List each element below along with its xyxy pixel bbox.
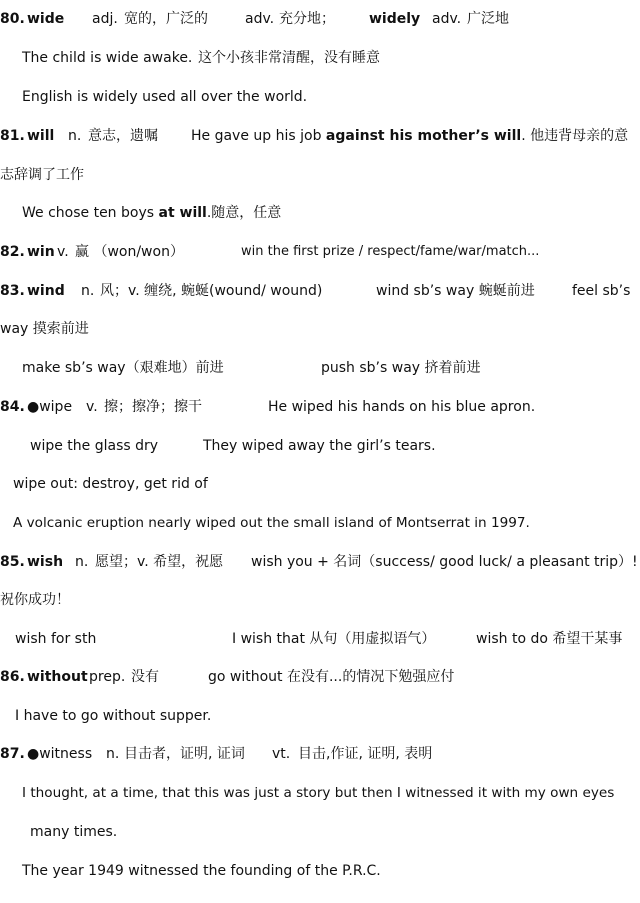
emphasized-phrase: against his mother’s will	[325, 128, 522, 144]
definition: 擦；擦净；擦干	[104, 399, 202, 415]
emphasized-phrase: at will	[158, 205, 207, 221]
translation: 这个小孩非常清醒，没有睡意	[198, 50, 380, 66]
phrase: feel sb’s	[572, 283, 631, 299]
related-word: widely	[369, 11, 421, 27]
sentence-pattern: wish you + 名词（success/ good luck/ a pleasant trip）!	[251, 554, 638, 570]
definition: 宽的，广泛的	[124, 11, 208, 27]
phrase: wind sb’s way 蜿蜒前进	[376, 283, 535, 299]
part-of-speech: adv.	[245, 11, 275, 27]
part-of-speech: n.	[81, 283, 95, 299]
headword: win	[27, 244, 55, 260]
part-of-speech: adj.	[92, 11, 118, 27]
definition: 赢 （won/won）	[75, 244, 184, 260]
definition: 没有	[131, 669, 159, 685]
part-of-speech: v.	[86, 399, 98, 415]
example-sentence: English is widely used all over the world.	[22, 89, 308, 105]
part-of-speech: prep.	[89, 669, 126, 685]
headword: will	[27, 128, 55, 144]
example-sentence: We chose ten boys at will.随意，任意	[22, 205, 282, 221]
headword: wind	[27, 283, 65, 299]
example-sentence: A volcanic eruption nearly wiped out the small island of Montserrat in 1997.	[13, 515, 530, 531]
phrase: wipe out: destroy, get rid of	[13, 476, 208, 492]
example-sentence: I thought, at a time, that this was just a story but then I witnessed it with my own eyes	[22, 785, 615, 801]
part-of-speech: vt.	[272, 746, 291, 762]
headword: ●wipe	[27, 399, 73, 415]
sentence-pattern: wish to do 希望干某事	[476, 631, 623, 647]
example-sentence: The child is wide awake. 这个小孩非常清醒，没有睡意	[22, 50, 380, 66]
definition: 目击者，证明, 证词	[124, 746, 245, 762]
example-continuation: many times.	[30, 824, 118, 840]
definition: 广泛地	[467, 11, 509, 27]
headword: wide	[27, 11, 65, 27]
part-of-speech: n.	[75, 554, 89, 570]
example-sentence: I have to go without supper.	[15, 708, 212, 724]
sentence-pattern: wish for sth	[15, 631, 97, 647]
entry-number: 80.	[0, 11, 25, 27]
entry-number: 87.	[0, 746, 25, 762]
pattern-continuation: 祝你成功！	[0, 592, 70, 608]
phrase: wipe the glass dry	[30, 438, 159, 454]
part-of-speech: v.	[57, 244, 69, 260]
collocations: win the first prize / respect/fame/war/match...	[241, 244, 540, 259]
entry-number: 82.	[0, 244, 25, 260]
headword: wish	[27, 554, 64, 570]
entry-number: 83.	[0, 283, 25, 299]
example-sentence: The year 1949 witnessed the founding of the P.R.C.	[22, 863, 381, 879]
definition: 意志，遗嘱	[88, 128, 158, 144]
definition: 目击,作证, 证明, 表明	[298, 746, 433, 762]
phrase: go without 在没有...的情况下勉强应付	[208, 669, 455, 685]
phrase: push sb’s way 挤着前进	[321, 360, 481, 376]
example-sentence: He wiped his hands on his blue apron.	[268, 399, 536, 415]
part-of-speech: n.	[68, 128, 82, 144]
entry-number: 84.	[0, 399, 25, 415]
definition: 充分地；	[279, 11, 335, 27]
definition: 愿望；v. 希望，祝愿	[95, 554, 224, 570]
entry-number: 85.	[0, 554, 25, 570]
example-sentence: He gave up his job against his mother’s will. 他违背母亲的意	[191, 128, 629, 144]
phrase: make sb’s way（艰难地）前进	[22, 360, 224, 376]
entry-number: 81.	[0, 128, 25, 144]
part-of-speech: n.	[106, 746, 120, 762]
entry-number: 86.	[0, 669, 25, 685]
part-of-speech: adv.	[432, 11, 462, 27]
phrase-continuation: way 摸索前进	[0, 321, 89, 337]
headword: ●witness	[27, 746, 93, 762]
sentence-pattern: I wish that 从句（用虚拟语气）	[232, 631, 436, 647]
example-sentence: They wiped away the girl’s tears.	[203, 438, 436, 454]
example-continuation: 志辞调了工作	[0, 167, 84, 183]
headword: without	[27, 669, 88, 685]
definition: 风；v. 缠绕, 蜿蜒(wound/ wound)	[100, 283, 323, 299]
